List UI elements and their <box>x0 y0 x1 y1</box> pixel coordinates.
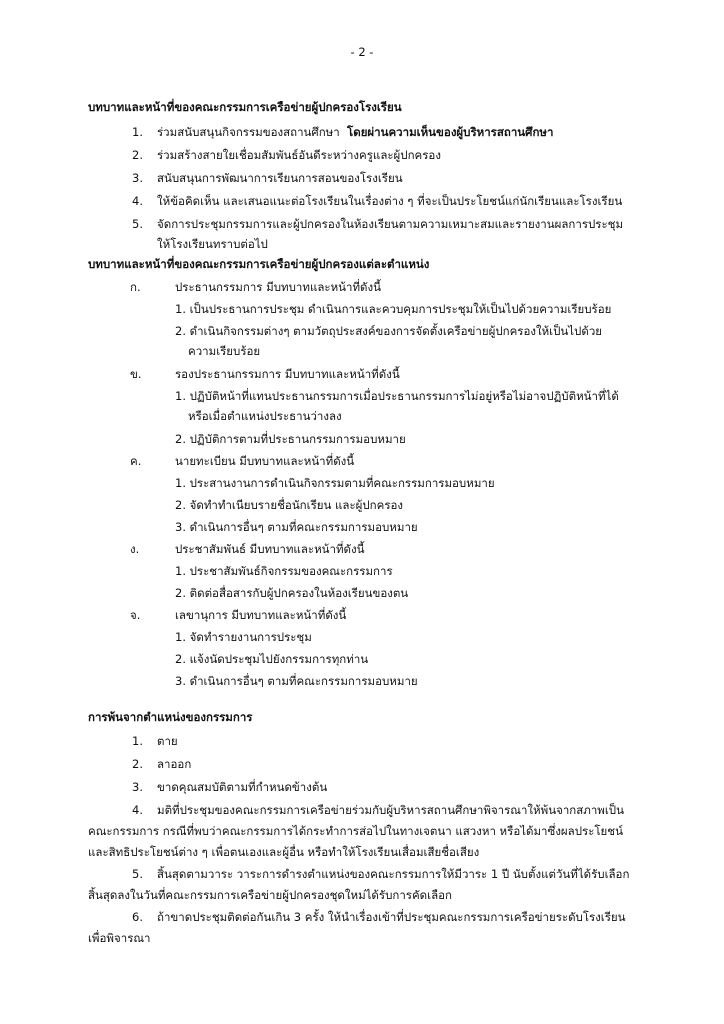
list-item-bold-text: โดยผ่านความเห็นของผู้บริหารสถานศึกษา <box>347 125 554 139</box>
role-title: ประธานกรรมการ มีบทบาทและหน้าที่ดังนี้ <box>175 280 382 294</box>
list-item-continuation: ให้โรงเรียนทราบต่อไป <box>157 237 268 251</box>
role-letter: จ. <box>130 608 141 622</box>
role-duty: 2. จัดทำทำเนียบรายชื่อนักเรียน และผู้ปกครอง <box>175 498 404 512</box>
list-item-text: ลาออก <box>157 757 192 771</box>
list-item-text: ขาดคุณสมบัติตามที่กำหนดข้างต้น <box>157 780 328 794</box>
role-letter: ง. <box>130 542 140 556</box>
list-item-continuation: สิ้นสุดลงในวันที่คณะกรรมการเครือข่ายผู้ปกครองชุดใหม่ได้รับการคัดเลือก <box>88 888 452 902</box>
section1-heading: บทบาทและหน้าที่ของคณะกรรมการเครือข่ายผู้ปกครองโรงเรียน <box>88 100 402 114</box>
list-item-continuation: เพื่อพิจารณา <box>88 931 151 945</box>
list-item-text: ร่วมสร้างสายใยเชื่อมสัมพันธ์อันดีระหว่างครูและผู้ปกครอง <box>157 148 441 162</box>
role-duty: 3. ดำเนินการอื่นๆ ตามที่คณะกรรมการมอบหมาย <box>175 520 418 534</box>
list-item-continuation: และสิทธิประโยชน์ต่าง ๆ เพื่อตนเองและผู้อื่น หรือทำให้โรงเรียนเสื่อมเสียชื่อเสียง <box>88 845 480 859</box>
role-duty-continuation: หรือเมื่อตำแหน่งประธานว่างลง <box>188 409 342 423</box>
role-letter: ค. <box>130 454 142 468</box>
list-item-text: มติที่ประชุมของคณะกรรมการเครือข่ายร่วมกับผู้บริหารสถานศึกษาพิจารณาให้พ้นจากสภาพเป็น <box>157 803 624 817</box>
role-duty: 1. ปฏิบัติหน้าที่แทนประธานกรรมการเมื่อประธานกรรมการไม่อยู่หรือไม่อาจปฏิบัติหน้าที่ได้ <box>175 389 619 403</box>
list-item-text: จัดการประชุมกรรมการและผู้ปกครองในห้องเรียนตามความเหมาะสมและรายงานผลการประชุม <box>157 217 624 231</box>
role-title: เลขานุการ มีบทบาทและหน้าที่ดังนี้ <box>175 608 347 622</box>
list-item-number: 3. <box>132 780 143 794</box>
list-item-text: ถ้าขาดประชุมติดต่อกันเกิน 3 ครั้ง ให้นำเรื่องเข้าที่ประชุมคณะกรรมการเครือข่ายระดับโรงเรียน <box>157 910 626 924</box>
role-title: รองประธานกรรมการ มีบทบาทและหน้าที่ดังนี้ <box>175 367 400 381</box>
list-item-number: 4. <box>132 803 143 817</box>
list-item-number: 3. <box>132 171 143 185</box>
role-duty-continuation: ความเรียบร้อย <box>188 344 261 358</box>
list-item-text: สิ้นสุดตามวาระ วาระการดำรงตำแหน่งของคณะกรรมการให้มีวาระ 1 ปี นับตั้งแต่วันที่ได้รับเลือก <box>157 867 630 881</box>
role-duty: 1. ประชาสัมพันธ์กิจกรรมของคณะกรรมการ <box>175 564 393 578</box>
role-duty: 1. จัดทำรายงานการประชุม <box>175 630 312 644</box>
list-item-number: 2. <box>132 148 143 162</box>
section3-heading: การพ้นจากตำแหน่งของกรรมการ <box>88 710 253 724</box>
role-duty: 1. เป็นประธานการประชุม ดำเนินการและควบคุมการประชุมให้เป็นไปด้วยความเรียบร้อย <box>175 302 612 316</box>
role-duty: 2. ติดต่อสื่อสารกับผู้ปกครองในห้องเรียนของตน <box>175 586 409 600</box>
list-item-number: 2. <box>132 757 143 771</box>
role-letter: ก. <box>130 280 141 294</box>
role-duty: 2. แจ้งนัดประชุมไปยังกรรมการทุกท่าน <box>175 652 369 666</box>
role-duty: 1. ประสานงานการดำเนินกิจกรรมตามที่คณะกรรมการมอบหมาย <box>175 476 495 490</box>
list-item-number: 6. <box>132 910 143 924</box>
list-item-text: ให้ข้อคิดเห็น และเสนอแนะต่อโรงเรียนในเรื่องต่าง ๆ ที่จะเป็นประโยชน์แก่นักเรียนและโรงเรียน <box>157 194 623 208</box>
section2-heading: บทบาทและหน้าที่ของคณะกรรมการเครือข่ายผู้ปกครองแต่ละตำแหน่ง <box>88 257 430 271</box>
role-title: ประชาสัมพันธ์ มีบทบาทและหน้าที่ดังนี้ <box>175 542 365 556</box>
list-item-number: 1. <box>132 734 143 748</box>
list-item-number: 1. <box>132 125 143 139</box>
list-item-number: 5. <box>132 867 143 881</box>
role-duty: 2. ปฏิบัติการตามที่ประธานกรรมการมอบหมาย <box>175 432 406 446</box>
role-letter: ข. <box>130 367 142 381</box>
list-item-number: 4. <box>132 194 143 208</box>
list-item-continuation: คณะกรรมการ กรณีที่พบว่าคณะกรรมการได้กระทำการส่อไปในทางเจตนา แสวงหา หรือได้มาซึ่งผลประโยชน์ <box>88 824 623 838</box>
role-duty: 3. ดำเนินการอื่นๆ ตามที่คณะกรรมการมอบหมาย <box>175 674 418 688</box>
list-item-number: 5. <box>132 217 143 231</box>
role-duty: 2. ดำเนินกิจกรรมต่างๆ ตามวัตถุประสงค์ของการจัดตั้งเครือข่ายผู้ปกครองให้เป็นไปด้วย <box>175 324 603 338</box>
role-title: นายทะเบียน มีบทบาทและหน้าที่ดังนี้ <box>175 454 355 468</box>
list-item-text: สนับสนุนการพัฒนาการเรียนการสอนของโรงเรียน <box>157 171 403 185</box>
list-item-text: ตาย <box>157 734 178 748</box>
list-item-text: ร่วมสนับสนุนกิจกรรมของสถานศึกษา โดยผ่านความเห็นของผู้บริหารสถานศึกษา <box>157 125 554 139</box>
page-number: - 2 - <box>350 45 374 59</box>
